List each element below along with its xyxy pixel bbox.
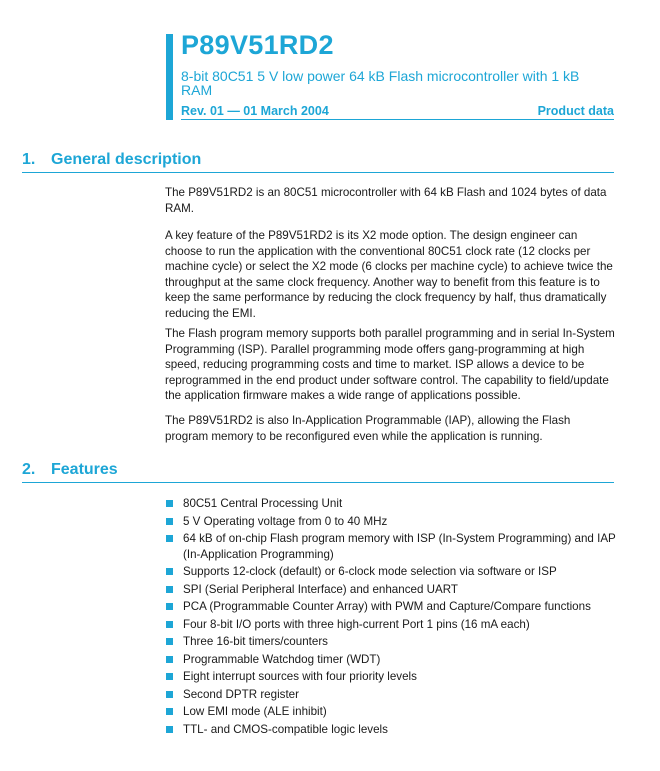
feature-text: Three 16-bit timers/counters bbox=[183, 635, 328, 648]
square-bullet-icon bbox=[166, 500, 173, 507]
section-number: 2. bbox=[22, 461, 36, 478]
feature-text: Low EMI mode (ALE inhibit) bbox=[183, 705, 327, 718]
list-item bbox=[166, 564, 626, 580]
paragraph: The P89V51RD2 is an 80C51 microcontroller with 64 kB Flash and 1024 bytes of data RAM. bbox=[165, 186, 607, 215]
square-bullet-icon bbox=[166, 535, 173, 542]
list-item bbox=[166, 514, 626, 530]
feature-text: SPI (Serial Peripheral Interface) and enhanced UART bbox=[183, 582, 458, 596]
feature-text: 64 kB of on-chip Flash program memory with ISP (In-System Programming) and IAP (In-Application Programming) bbox=[183, 532, 616, 561]
list-item bbox=[166, 582, 626, 598]
list-item bbox=[166, 687, 626, 703]
feature-text: TTL- and CMOS-compatible logic levels bbox=[183, 722, 388, 736]
revision-date: Rev. 01 — 01 March 2004 bbox=[181, 104, 329, 118]
feature-text: Eight interrupt sources with four priority levels bbox=[183, 670, 417, 683]
list-item bbox=[166, 531, 626, 562]
section-heading-general-description bbox=[22, 151, 201, 169]
feature-text: PCA (Programmable Counter Array) with PWM and Capture/Compare functions bbox=[183, 600, 591, 613]
square-bullet-icon bbox=[166, 568, 173, 575]
square-bullet-icon bbox=[166, 691, 173, 698]
square-bullet-icon bbox=[166, 638, 173, 645]
list-item bbox=[166, 496, 626, 512]
document-subtitle: 8-bit 80C51 5 V low power 64 kB Flash microcontroller with 1 kB RAM bbox=[181, 68, 580, 98]
list-item bbox=[166, 722, 626, 738]
square-bullet-icon bbox=[166, 656, 173, 663]
header-accent-bar bbox=[166, 34, 173, 120]
feature-text: 5 V Operating voltage from 0 to 40 MHz bbox=[183, 514, 388, 528]
square-bullet-icon bbox=[166, 621, 173, 628]
square-bullet-icon bbox=[166, 603, 173, 610]
list-item bbox=[166, 652, 626, 668]
section-rule bbox=[22, 172, 614, 173]
section-title: General description bbox=[51, 151, 202, 168]
feature-text: Four 8-bit I/O ports with three high-current Port 1 pins (16 mA each) bbox=[183, 617, 530, 631]
section-title: Features bbox=[51, 461, 118, 478]
section-heading-features bbox=[22, 461, 118, 479]
section-number: 1. bbox=[22, 151, 36, 168]
header-rule bbox=[181, 119, 614, 120]
feature-text: Second DPTR register bbox=[183, 687, 299, 701]
list-item bbox=[166, 599, 626, 615]
section-rule bbox=[22, 482, 614, 483]
list-item bbox=[166, 634, 626, 650]
square-bullet-icon bbox=[166, 726, 173, 733]
feature-text: Programmable Watchdog timer (WDT) bbox=[183, 652, 381, 666]
document-type: Product data bbox=[537, 104, 614, 118]
square-bullet-icon bbox=[166, 708, 173, 715]
square-bullet-icon bbox=[166, 673, 173, 680]
paragraph: The Flash program memory supports both parallel programming and in serial In-System Programming (ISP). Parallel programming mode offers gang-programming at high speed, reducing programming costs and time to market. ISP allows a device to be reprogrammed in the end product under software control. The capability to field/update the application firmware makes a wide range of applications possible. bbox=[165, 327, 615, 402]
list-item bbox=[166, 704, 626, 720]
feature-list bbox=[166, 496, 626, 739]
feature-text: 80C51 Central Processing Unit bbox=[183, 497, 343, 510]
square-bullet-icon bbox=[166, 518, 173, 525]
feature-text: Supports 12-clock (default) or 6-clock mode selection via software or ISP bbox=[183, 565, 557, 578]
paragraph: A key feature of the P89V51RD2 is its X2 mode option. The design engineer can choose to run the application with the conventional 80C51 clock rate (12 clocks per machine cycle) or select the X2 mode (6 clocks per machine cycle) to achieve twice the throughput at the same clock frequency. Another way to benefit from this feature is to keep the same performance by reducing the clock frequency by half, thus dramatically reducing the EMI. bbox=[165, 229, 613, 320]
square-bullet-icon bbox=[166, 586, 173, 593]
list-item bbox=[166, 669, 626, 685]
list-item bbox=[166, 617, 626, 633]
document-title: P89V51RD2 bbox=[181, 30, 334, 60]
paragraph: The P89V51RD2 is also In-Application Programmable (IAP), allowing the Flash program memory to be reconfigured even while the application is running. bbox=[165, 414, 571, 443]
